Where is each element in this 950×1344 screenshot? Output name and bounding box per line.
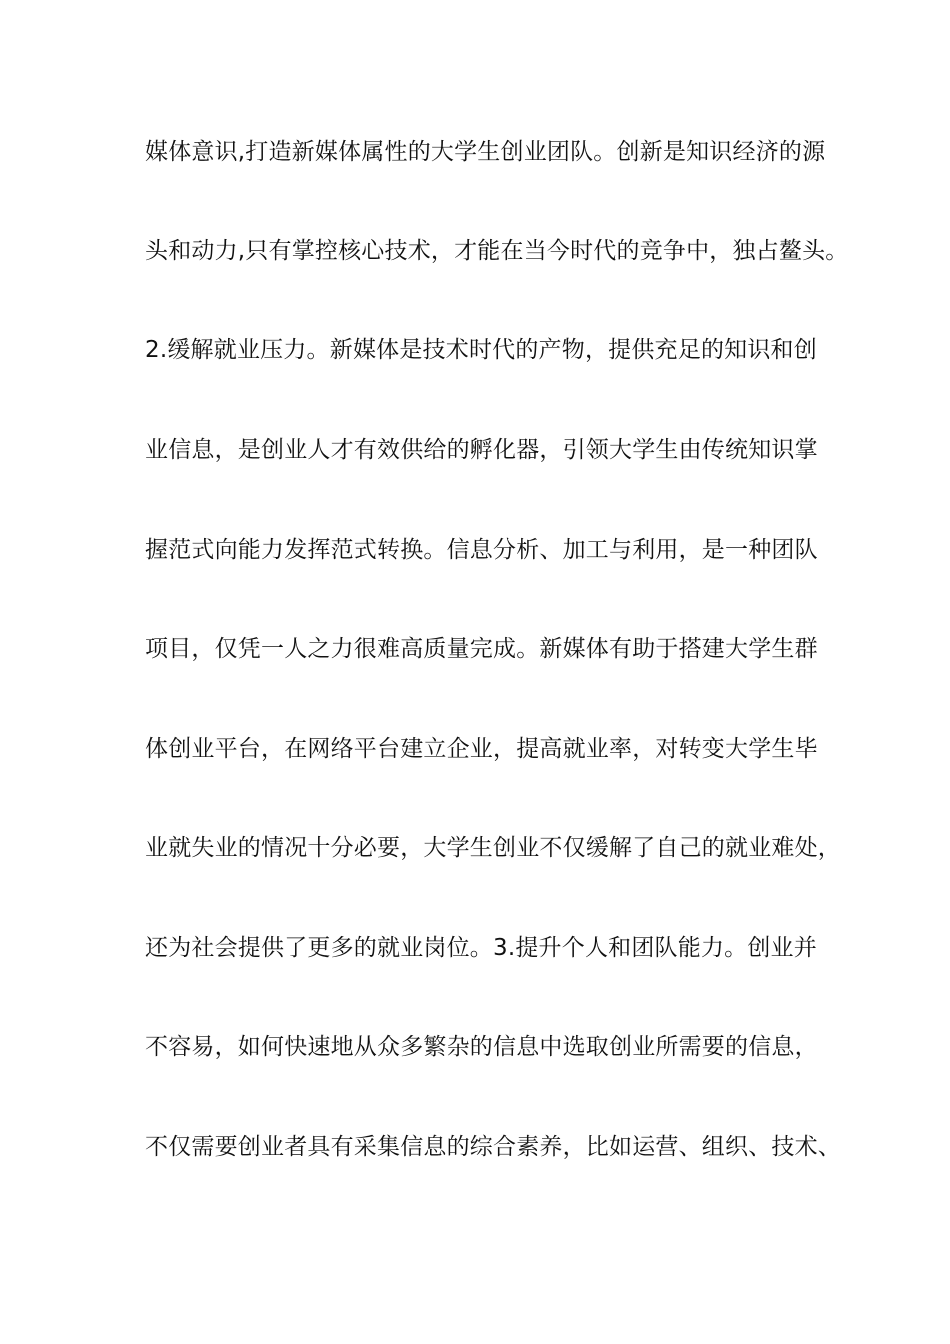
text-line: 不仅需要创业者具有采集信息的综合素养，比如运营、组织、技术、 (145, 1134, 841, 1160)
text-line: 项目，仅凭一人之力很难高质量完成。新媒体有助于搭建大学生群 (145, 636, 818, 662)
text-line: 不容易，如何快速地从众多繁杂的信息中选取创业所需要的信息， (145, 1034, 818, 1060)
text-line: 头和动力,只有掌控核心技术，才能在当今时代的竞争中，独占鳌头。 (145, 238, 849, 264)
text-line: 还为社会提供了更多的就业岗位。3.提升个人和团队能力。创业并 (145, 935, 817, 961)
text-line: 业信息，是创业人才有效供给的孵化器，引领大学生由传统知识掌 (145, 437, 818, 463)
text-line: 业就失业的情况十分必要，大学生创业不仅缓解了自己的就业难处， (145, 835, 841, 861)
text-line: 体创业平台，在网络平台建立企业，提高就业率，对转变大学生毕 (145, 736, 818, 762)
text-line: 2.缓解就业压力。新媒体是技术时代的产物，提供充足的知识和创 (145, 337, 817, 363)
text-line: 握范式向能力发挥范式转换。信息分析、加工与利用，是一种团队 (145, 537, 818, 563)
text-line: 媒体意识,打造新媒体属性的大学生创业团队。创新是知识经济的源 (145, 139, 826, 165)
